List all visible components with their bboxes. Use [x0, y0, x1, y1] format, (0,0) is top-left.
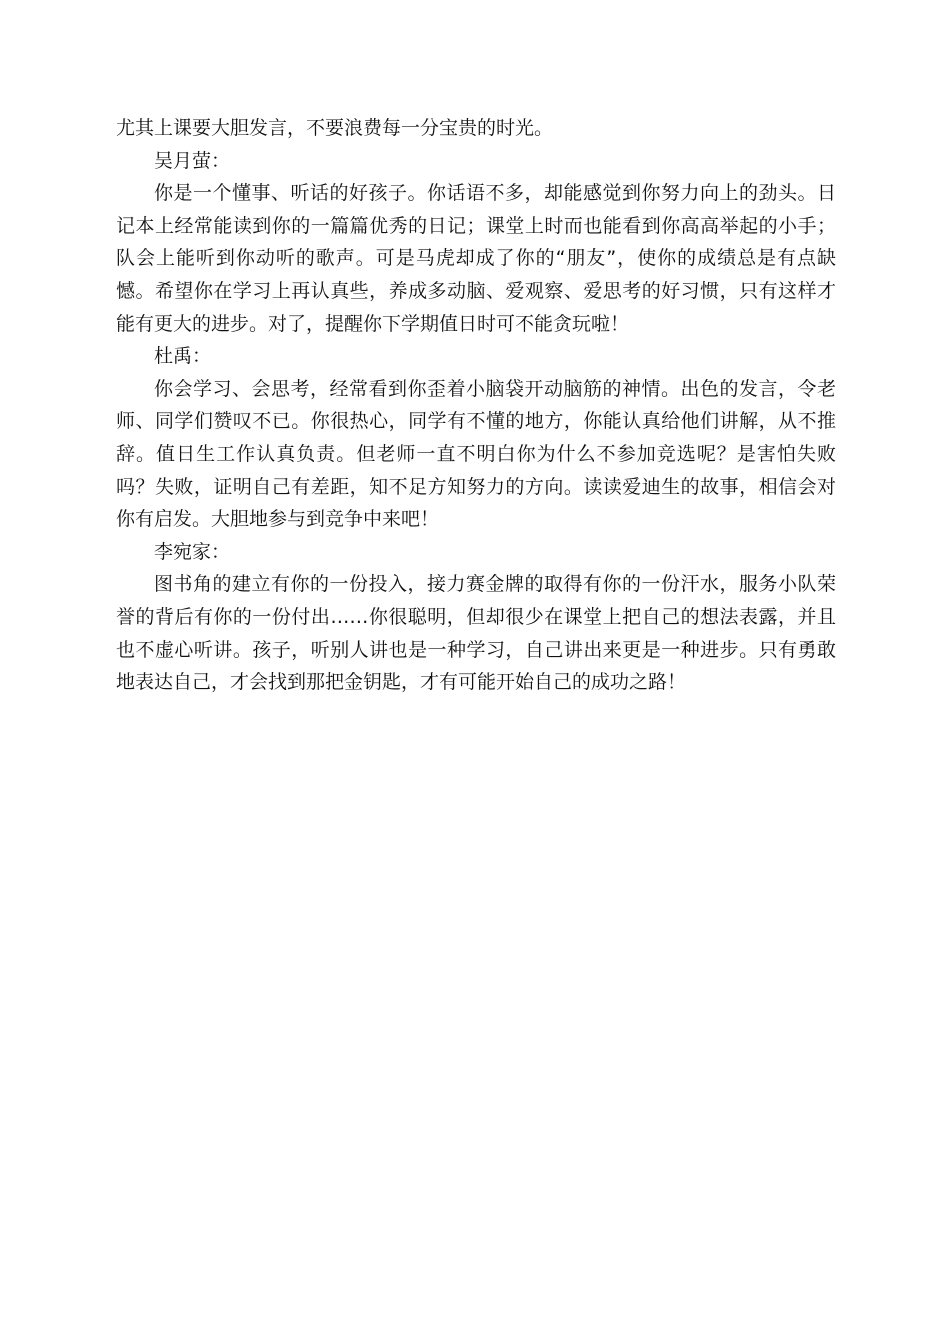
intro-paragraph: 尤其上课要大胆发言，不要浪费每一分宝贵的时光。	[116, 117, 554, 139]
student-name-wu: 吴月萤：	[154, 149, 231, 172]
comment-paragraph-du: 你会学习、会思考，经常看到你歪着小脑袋开动脑筋的神情。出色的发言，令老师、同学们赞叹不已。你很热心，同学有不懂的地方，你能认真给他们讲解，从不推辞。值日生工作认真负责。但老师一直不明白你为什么不参加竞选呢？是害怕失败吗？失败，证明自己有差距，知不足方知努力的方向。读读爱迪生的故事，相信会对你有启发。大胆地参与到竞争中来吧！	[116, 377, 836, 531]
comment-paragraph-wu: 你是一个懂事、听话的好孩子。你话语不多，却能感觉到你努力向上的劲头。日记本上经常能读到你的一篇篇优秀的日记；课堂上时而也能看到你高高举起的小手；队会上能听到你动听的歌声。可是马虎却成了你的“朋友”，使你的成绩总是有点缺憾。希望你在学习上再认真些，养成多动脑、爱观察、爱思考的好习惯，只有这样才能有更大的进步。对了，提醒你下学期值日时可不能贪玩啦！	[116, 182, 836, 335]
student-name-du: 杜禹：	[154, 345, 212, 368]
student-name-li: 李宛家：	[154, 540, 231, 563]
comment-paragraph-li: 图书角的建立有你的一份投入，接力赛金牌的取得有你的一份汗水，服务小队荣誉的背后有你的一份付出……你很聪明，但却很少在课堂上把自己的想法表露，并且也不虚心听讲。孩子，听别人讲也是一种学习，自己讲出来更是一种进步。只有勇敢地表达自己，才会找到那把金钥匙，才有可能开始自己的成功之路！	[116, 573, 836, 694]
document-page	[116, 112, 836, 699]
